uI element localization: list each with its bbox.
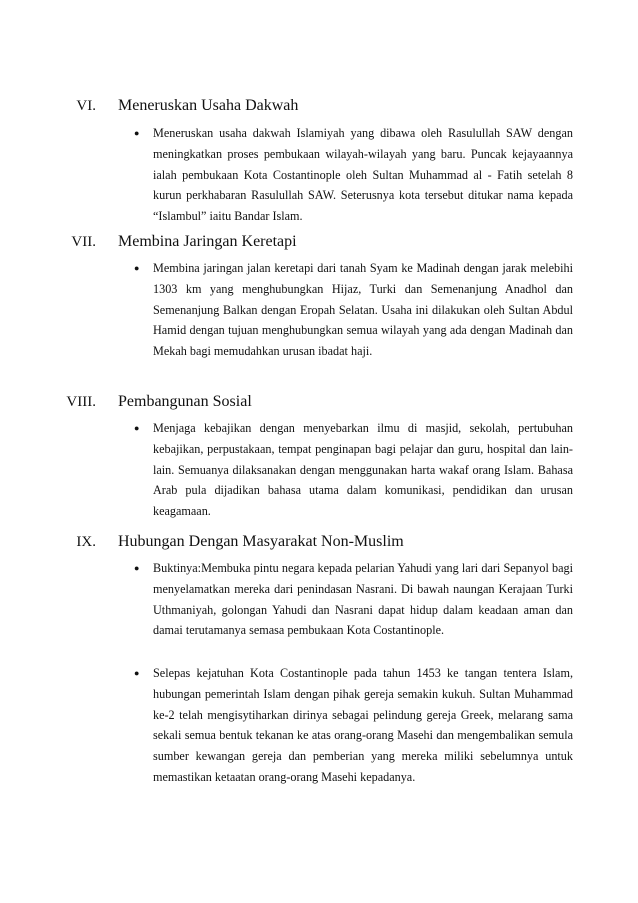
bullet-paragraph: Selepas kejatuhan Kota Costantinople pada tahun 1453 ke tangan tentera Islam, hubungan pemerintah Islam dengan pihak gereja semakin kukuh. Sultan Muhammad ke-2 telah mengisytiharkan dirinya sebagai pelindung gereja Greek, melarang sama sekali semua bentuk tekanan ke atas orang-orang Masehi dan mengembalikan semula sumber kewangan gereja dan pemberian yang mereka miliki sebelumnya untuk memastikan ketaatan orang-orang Masehi kepadanya. [153,666,573,784]
section-heading: Membina Jaringan Keretapi [118,233,297,250]
bullet-paragraph: Menjaga kebajikan dengan menyebarkan ilmu di masjid, sekolah, pertubuhan kebajikan, perpustakaan, tempat penginapan bagi pelajar dan guru, hospital dan lain-lain. Semuanya dilaksanakan dengan menggunakan harta wakaf orang Islam. Bahasa Arab pula dijadikan bahasa utama dalam komunikasi, pendidikan dan urusan keagamaan. [153,421,573,519]
section-numeral: IX. [76,534,96,550]
section-numeral: VII. [71,234,96,250]
section-heading: Meneruskan Usaha Dakwah [118,97,299,114]
section-numeral: VI. [76,98,96,114]
bullet-icon: ● [134,263,140,273]
section-heading: Pembangunan Sosial [118,393,252,410]
bullet-icon: ● [134,563,140,573]
section-heading: Hubungan Dengan Masyarakat Non-Muslim [118,533,404,550]
bullet-icon: ● [134,128,140,138]
bullet-icon: ● [134,668,140,678]
bullet-paragraph: Buktinya:Membuka pintu negara kepada pelarian Yahudi yang lari dari Sepanyol bagi menyelamatkan mereka dari penindasan Nasrani. Di bawah naungan Kerajaan Turki Uthmaniyah, golongan Yahudi dan Nasrani dapat hidup dalam keadaan aman dan damai terutamanya semasa pembukaan Kota Costantinople. [153,561,573,638]
bullet-icon: ● [134,423,140,433]
section-numeral: VIII. [66,394,96,410]
bullet-paragraph: Meneruskan usaha dakwah Islamiyah yang dibawa oleh Rasulullah SAW dengan meningkatkan proses pembukaan wilayah-wilayah yang baru. Puncak kejayaannya ialah pembukaan Kota Costantinople oleh Sultan Muhammad al - Fatih setelah 8 kurun perkhabaran Rasulullah SAW. Seterusnya kota tersebut ditukar nama kepada “Islambul” iaitu Bandar Islam. [153,126,573,224]
bullet-paragraph: Membina jaringan jalan keretapi dari tanah Syam ke Madinah dengan jarak melebihi 1303 km yang menghubungkan Hijaz, Turki dan Semenanjung Anadhol dan Semenanjung Balkan dengan Eropah Selatan. Usaha ini dilakukan oleh Sultan Abdul Hamid dengan tujuan menghubungkan semua wilayah yang ada dengan Madinah dan Mekah bagi memudahkan urusan ibadat haji. [153,261,573,359]
